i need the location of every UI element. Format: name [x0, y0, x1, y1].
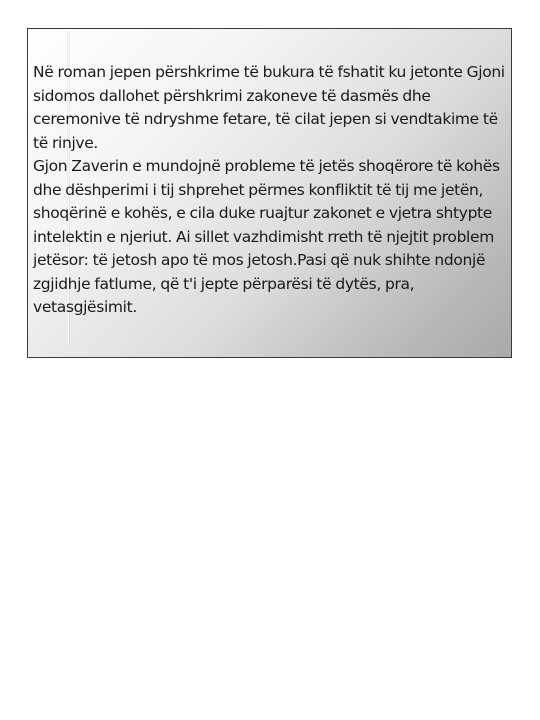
text-box [27, 28, 512, 358]
paragraph-2: Gjon Zaverin e mundojnë probleme të jetës shoqërore të kohës dhe dëshperimi i tij shprehet përmes konfliktit të tij me jetën, shoqërinë e kohës, e cila duke ruajtur zakonet e vjetra shtypte intelektin e njeriut. Ai sillet vazhdimisht rreth të njejtit problem jetësor: të jetosh apo të mos jetosh.Pasi që nuk shihte ndonjë zgjidhje fatlume, që t'i jepte përparësi të dytës, pra, vetasgjësimit. [33, 157, 500, 316]
paragraph-1: Në roman jepen përshkrime të bukura të fshatit ku jetonte Gjoni sidomos dallohet përshkrimi zakoneve të dasmës dhe ceremonive të ndryshme fetare, të cilat jepen si vendtakime të të rinjve. [33, 63, 505, 152]
body-text [33, 61, 509, 320]
